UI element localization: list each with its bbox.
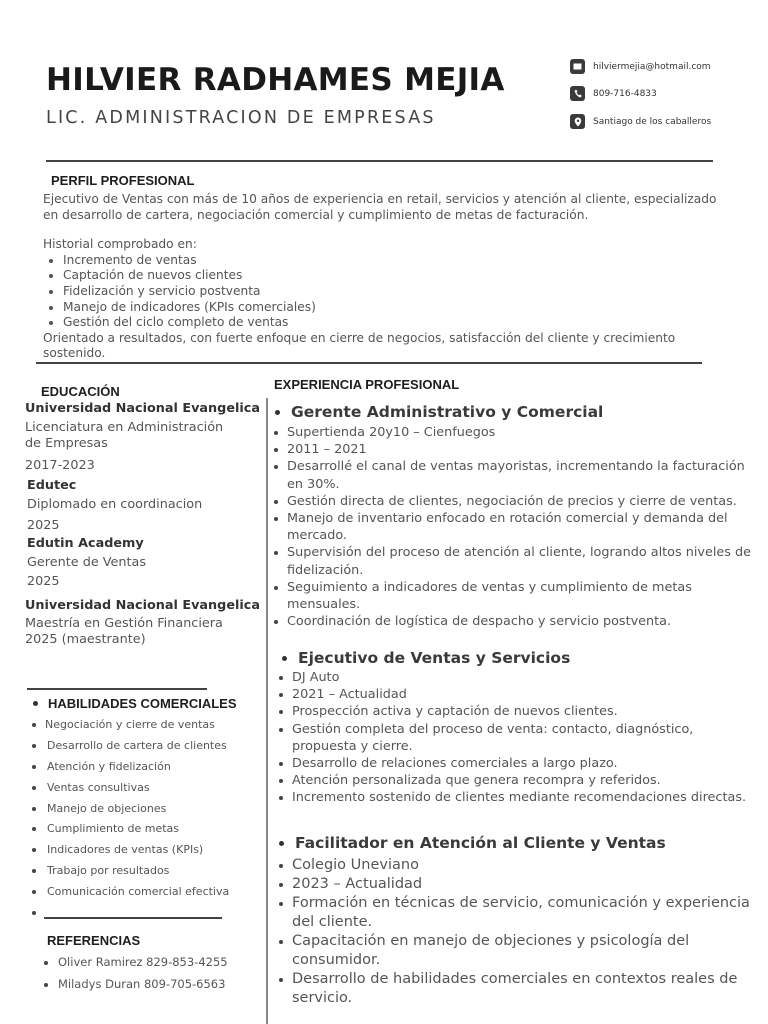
perfil-divider	[36, 362, 702, 364]
edu-date: 2025 (maestrante)	[25, 632, 146, 647]
edu-item	[25, 401, 265, 474]
job-company: Colegio Uneviano	[279, 856, 759, 875]
job-duty: Desarrollo de relaciones comerciales a largo plazo.	[279, 755, 749, 772]
job-dates: 2011 – 2021	[274, 441, 764, 458]
location-pin-icon	[570, 114, 585, 129]
job-duty: Prospección activa y captación de nuevos clientes.	[279, 703, 749, 720]
job-dates: 2023 – Actualidad	[279, 875, 759, 894]
edu-date: 2017-2023	[25, 458, 95, 473]
skill-item: Manejo de objeciones	[32, 802, 229, 823]
skill-item: Trabajo por resultados	[32, 864, 229, 885]
skill-item: Ventas consultivas	[32, 781, 229, 802]
reference-item: Miladys Duran 809-705-6563	[44, 977, 228, 999]
job-company: DJ Auto	[279, 669, 749, 686]
perfil-heading: PERFIL PROFESIONAL	[51, 173, 195, 188]
history-list	[63, 253, 733, 331]
header-divider	[46, 160, 713, 162]
professional-title: LIC. ADMINISTRACION DE EMPRESAS	[46, 108, 436, 128]
reference-item: Oliver Ramirez 829-853-4255	[44, 955, 228, 977]
edu-item	[25, 598, 265, 648]
bullet-icon	[279, 841, 284, 846]
references-list	[44, 955, 228, 999]
perfil-summary: Ejecutivo de Ventas con más de 10 años de experiencia en retail, servicios y atención al cliente, especializado en desarrollo de cartera, negociación comercial y cumplimiento de metas de facturación.	[43, 192, 717, 222]
job-duty: Incremento sostenido de clientes mediante recomendaciones directas.	[279, 789, 749, 806]
job-duty: Manejo de inventario enfocado en rotación comercial y demanda del mercado.	[274, 510, 764, 544]
history-intro: Historial comprobado en:	[43, 237, 197, 252]
edu-degree: Diplomado en coordinacion	[27, 497, 203, 512]
job-details	[279, 856, 759, 1008]
edu-institution: Edutin Academy	[27, 536, 144, 551]
skill-item: Negociación y cierre de ventas	[32, 718, 229, 739]
educacion-divider	[27, 688, 207, 690]
email-icon	[570, 59, 585, 74]
history-item: • Fidelización y servicio postventa	[63, 284, 733, 300]
job-duty: Atención personalizada que genera recompra y referidos.	[279, 772, 749, 789]
edu-institution: Universidad Nacional Evangelica	[25, 401, 260, 416]
history-item: • Captación de nuevos clientes	[63, 268, 733, 284]
job-duty: Gestión directa de clientes, negociación de precios y cierre de ventas.	[274, 493, 764, 510]
history-item: • Gestión del ciclo completo de ventas	[63, 315, 733, 331]
email-text: hilviermejia@hotmail.com	[593, 61, 711, 72]
job-details	[279, 669, 749, 807]
edu-degree: Maestría en Gestión Financiera	[25, 616, 223, 631]
edu-date: 2025	[27, 518, 60, 533]
job-title-text: Gerente Administrativo y Comercial	[291, 403, 604, 421]
habilidades-heading: HABILIDADES COMERCIALES	[48, 696, 237, 711]
history-item: • Manejo de indicadores (KPIs comerciales)	[63, 300, 733, 316]
skills-list	[32, 718, 229, 927]
job-title	[282, 649, 570, 667]
job-title-text: Ejecutivo de Ventas y Servicios	[298, 649, 571, 667]
edu-item	[27, 536, 267, 590]
habilidades-divider	[44, 917, 222, 919]
skill-item: Cumplimiento de metas	[32, 822, 229, 843]
experiencia-heading: EXPERIENCIA PROFESIONAL	[274, 377, 460, 392]
edu-degree: Gerente de Ventas	[27, 555, 147, 570]
location-text: Santiago de los caballeros	[593, 116, 712, 127]
skill-item: Comunicación comercial efectiva	[32, 885, 229, 906]
contact-phone	[570, 86, 657, 101]
job-title	[275, 403, 603, 421]
edu-degree: Licenciatura en Administración de Empresas	[25, 420, 224, 451]
edu-item	[27, 478, 267, 534]
column-divider	[266, 398, 268, 1024]
bullet-icon	[282, 656, 287, 661]
job-duty: Coordinación de logística de despacho y servicio postventa.	[274, 613, 764, 630]
full-name: HILVIER RADHAMES MEJIA	[46, 62, 505, 98]
contact-email	[570, 59, 711, 74]
perfil-content	[43, 192, 733, 362]
phone-icon	[570, 86, 585, 101]
bullet-icon	[33, 701, 38, 706]
edu-date: 2025	[27, 574, 60, 589]
job-title	[279, 834, 666, 852]
referencias-heading: REFERENCIAS	[47, 933, 141, 948]
perfil-closing: Orientado a resultados, con fuerte enfoque en cierre de negocios, satisfacción del cliente y crecimiento sostenido.	[43, 330, 676, 361]
skill-item: Atención y fidelización	[32, 760, 229, 781]
phone-text: 809-716-4833	[593, 88, 657, 99]
job-duty: Desarrollé el canal de ventas mayoristas, incrementando la facturación en 30%.	[274, 458, 764, 492]
job-duty: Seguimiento a indicadores de ventas y cumplimiento de metas mensuales.	[274, 579, 764, 613]
bullet-icon	[275, 410, 280, 415]
job-duty: Gestión completa del proceso de venta: contacto, diagnóstico, propuesta y cierre.	[279, 721, 749, 755]
habilidades-heading-row	[33, 696, 237, 711]
contact-location	[570, 114, 711, 129]
job-duty: Capacitación en manejo de objeciones y psicología del consumidor.	[279, 932, 759, 970]
job-duty: Formación en técnicas de servicio, comunicación y experiencia del cliente.	[279, 894, 759, 932]
skill-item: Desarrollo de cartera de clientes	[32, 739, 229, 760]
edu-institution: Universidad Nacional Evangelica	[25, 598, 260, 613]
job-duty: Supervisión del proceso de atención al cliente, logrando altos niveles de fidelización.	[274, 544, 764, 578]
skill-item: Indicadores de ventas (KPIs)	[32, 843, 229, 864]
job-title-text: Facilitador en Atención al Cliente y Ventas	[295, 834, 666, 852]
job-company: Supertienda 20y10 – Cienfuegos	[274, 424, 764, 441]
edu-institution: Edutec	[27, 478, 77, 493]
history-item: • Incremento de ventas	[63, 253, 733, 269]
educacion-heading: EDUCACIÓN	[41, 384, 120, 399]
job-duty: Desarrollo de habilidades comerciales en contextos reales de servicio.	[279, 970, 759, 1008]
job-dates: 2021 – Actualidad	[279, 686, 749, 703]
job-details	[274, 424, 764, 630]
